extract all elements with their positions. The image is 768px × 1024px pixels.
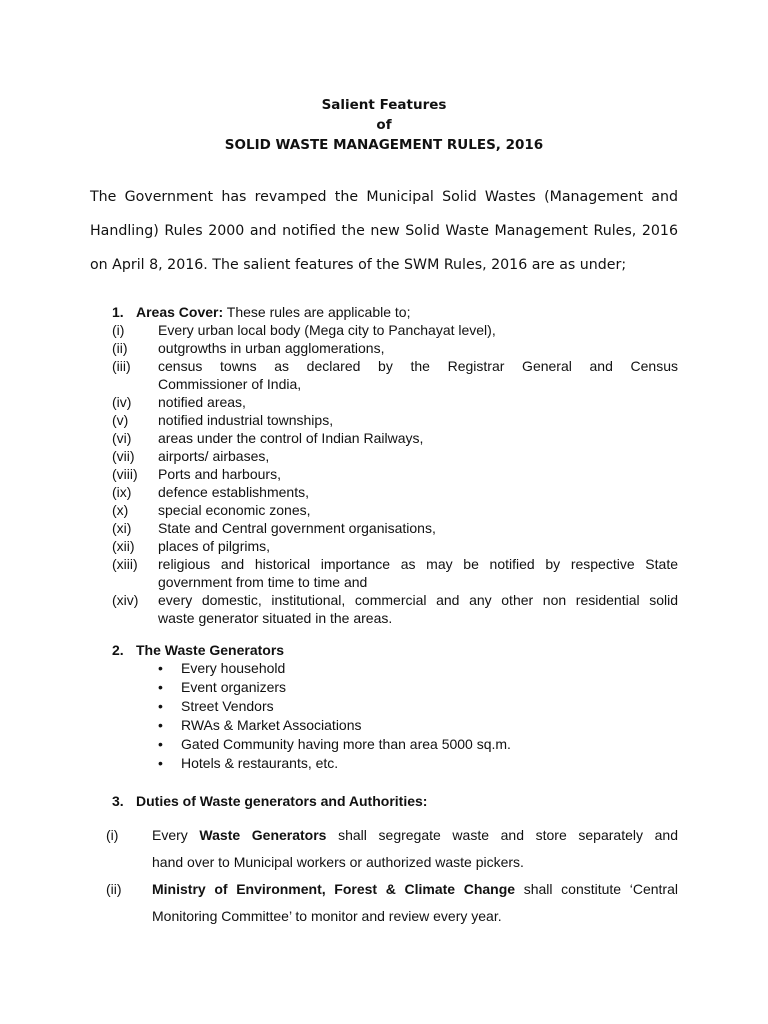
title-line-3: SOLID WASTE MANAGEMENT RULES, 2016 [224, 137, 544, 153]
area-item-line: religious and historical importance as may be notified by respective State [158, 556, 678, 572]
generator-item [158, 697, 511, 716]
area-item-line: places of pilgrims, [158, 538, 271, 554]
area-item-text [158, 393, 678, 411]
area-item [112, 519, 678, 537]
area-item-label: (ii) [112, 340, 128, 356]
section-2-title: The Waste Generators [136, 642, 285, 658]
area-item-label: (xi) [112, 520, 132, 536]
area-item-line: notified industrial townships, [158, 412, 334, 428]
duty-1-line-1 [152, 822, 678, 849]
generator-item-text: Street Vendors [181, 698, 274, 714]
duty-label-2: (ii) [106, 881, 122, 897]
area-item-line: government from time to time and [158, 574, 368, 590]
section-2-heading [112, 641, 284, 659]
area-item-line: outgrowths in urban agglomerations, [158, 340, 385, 356]
bullet-icon: • [158, 679, 163, 695]
generator-item-text: Event organizers [181, 679, 287, 695]
area-item-line: State and Central government organisations, [158, 520, 436, 536]
area-item-text [158, 339, 678, 357]
section-1-heading [112, 303, 410, 321]
area-item [112, 447, 678, 465]
area-item-text [158, 483, 678, 501]
area-item-line: notified areas, [158, 394, 246, 410]
area-item-line: defence establishments, [158, 484, 309, 500]
title-line-1: Salient Features [321, 97, 447, 113]
duties-list [90, 822, 678, 930]
area-item [112, 339, 678, 357]
area-item [112, 357, 678, 393]
area-item-label: (vii) [112, 448, 135, 464]
area-item-line: Commissioner of India, [158, 376, 302, 392]
area-item-line: every domestic, institutional, commercial and any other non residential solid [158, 592, 678, 608]
area-item-line: Ports and harbours, [158, 466, 281, 482]
area-item-text [158, 591, 678, 627]
section-3-title: Duties of Waste generators and Authorities: [136, 793, 428, 809]
area-item-text [158, 429, 678, 447]
area-item [112, 429, 678, 447]
intro-line-2: Handling) Rules 2000 and notified the new Solid Waste Management Rules, 2016 [90, 223, 678, 239]
area-item-line: airports/ airbases, [158, 448, 270, 464]
duty-1-bold: Waste Generators [199, 827, 327, 843]
area-item-label: (xiv) [112, 592, 139, 608]
area-item-text [158, 555, 678, 591]
section-3-number: 3. [112, 793, 124, 809]
area-item [112, 555, 678, 591]
intro-line-3: on April 8, 2016. The salient features of the SWM Rules, 2016 are as under; [90, 257, 627, 273]
duty-label-1: (i) [106, 827, 119, 843]
area-item-label: (x) [112, 502, 129, 518]
bullet-icon: • [158, 717, 163, 733]
area-item-line: census towns as declared by the Registrar General and Census [158, 358, 678, 374]
area-item [112, 591, 678, 627]
generator-item [158, 716, 511, 735]
section-1-number: 1. [112, 304, 124, 320]
duty-2-post: shall constitute ‘Central [515, 881, 678, 897]
generator-item [158, 678, 511, 697]
duty-2-line-2: Monitoring Committee’ to monitor and review every year. [152, 908, 502, 924]
intro-paragraph [90, 180, 678, 282]
generator-item-text: Every household [181, 660, 286, 676]
areas-list [112, 321, 678, 627]
area-item-label: (i) [112, 322, 125, 338]
area-item-text [158, 411, 678, 429]
generator-item-text: Hotels & restaurants, etc. [181, 755, 339, 771]
bullet-icon: • [158, 660, 163, 676]
generators-list [158, 659, 511, 773]
area-item [112, 465, 678, 483]
area-item [112, 537, 678, 555]
area-item-label: (iv) [112, 394, 132, 410]
area-item-label: (viii) [112, 466, 138, 482]
area-item-text [158, 519, 678, 537]
area-item-label: (xiii) [112, 556, 138, 572]
area-item [112, 411, 678, 429]
generator-item-text: Gated Community having more than area 5000 sq.m. [181, 736, 511, 752]
area-item-text [158, 447, 678, 465]
duty-1-line-2: hand over to Municipal workers or authorized waste pickers. [152, 854, 524, 870]
area-item [112, 321, 678, 339]
area-item [112, 483, 678, 501]
section-2-number: 2. [112, 642, 124, 658]
area-item-label: (vi) [112, 430, 132, 446]
bullet-icon: • [158, 698, 163, 714]
bullet-icon: • [158, 736, 163, 752]
area-item-label: (ix) [112, 484, 132, 500]
area-item-text [158, 465, 678, 483]
duty-item-1 [90, 822, 678, 876]
duty-2-bold: Ministry of Environment, Forest & Climate Change [152, 881, 516, 897]
area-item [112, 393, 678, 411]
duty-1-pre: Every [152, 827, 200, 843]
section-1-title: Areas Cover: [136, 304, 224, 320]
duty-2-line-1 [152, 876, 678, 903]
area-item-label: (iii) [112, 358, 131, 374]
generator-item [158, 735, 511, 754]
generator-item [158, 754, 511, 773]
intro-line-1: The Government has revamped the Municipal Solid Wastes (Management and [90, 189, 678, 205]
area-item-line: areas under the control of Indian Railways, [158, 430, 424, 446]
area-item-label: (xii) [112, 538, 135, 554]
document-title [0, 95, 768, 155]
area-item-text [158, 537, 678, 555]
area-item-label: (v) [112, 412, 129, 428]
area-item-line: special economic zones, [158, 502, 311, 518]
section-1-text: These rules are applicable to; [223, 304, 411, 320]
duty-1-post: shall segregate waste and store separately and [326, 827, 678, 843]
generator-item-text: RWAs & Market Associations [181, 717, 362, 733]
title-line-2: of [376, 117, 392, 133]
generator-item [158, 659, 511, 678]
duty-item-2 [90, 876, 678, 930]
area-item [112, 501, 678, 519]
bullet-icon: • [158, 755, 163, 771]
area-item-line: waste generator situated in the areas. [158, 610, 393, 626]
area-item-text [158, 357, 678, 393]
area-item-text [158, 321, 678, 339]
area-item-line: Every urban local body (Mega city to Panchayat level), [158, 322, 496, 338]
area-item-text [158, 501, 678, 519]
section-3-heading [112, 792, 427, 810]
